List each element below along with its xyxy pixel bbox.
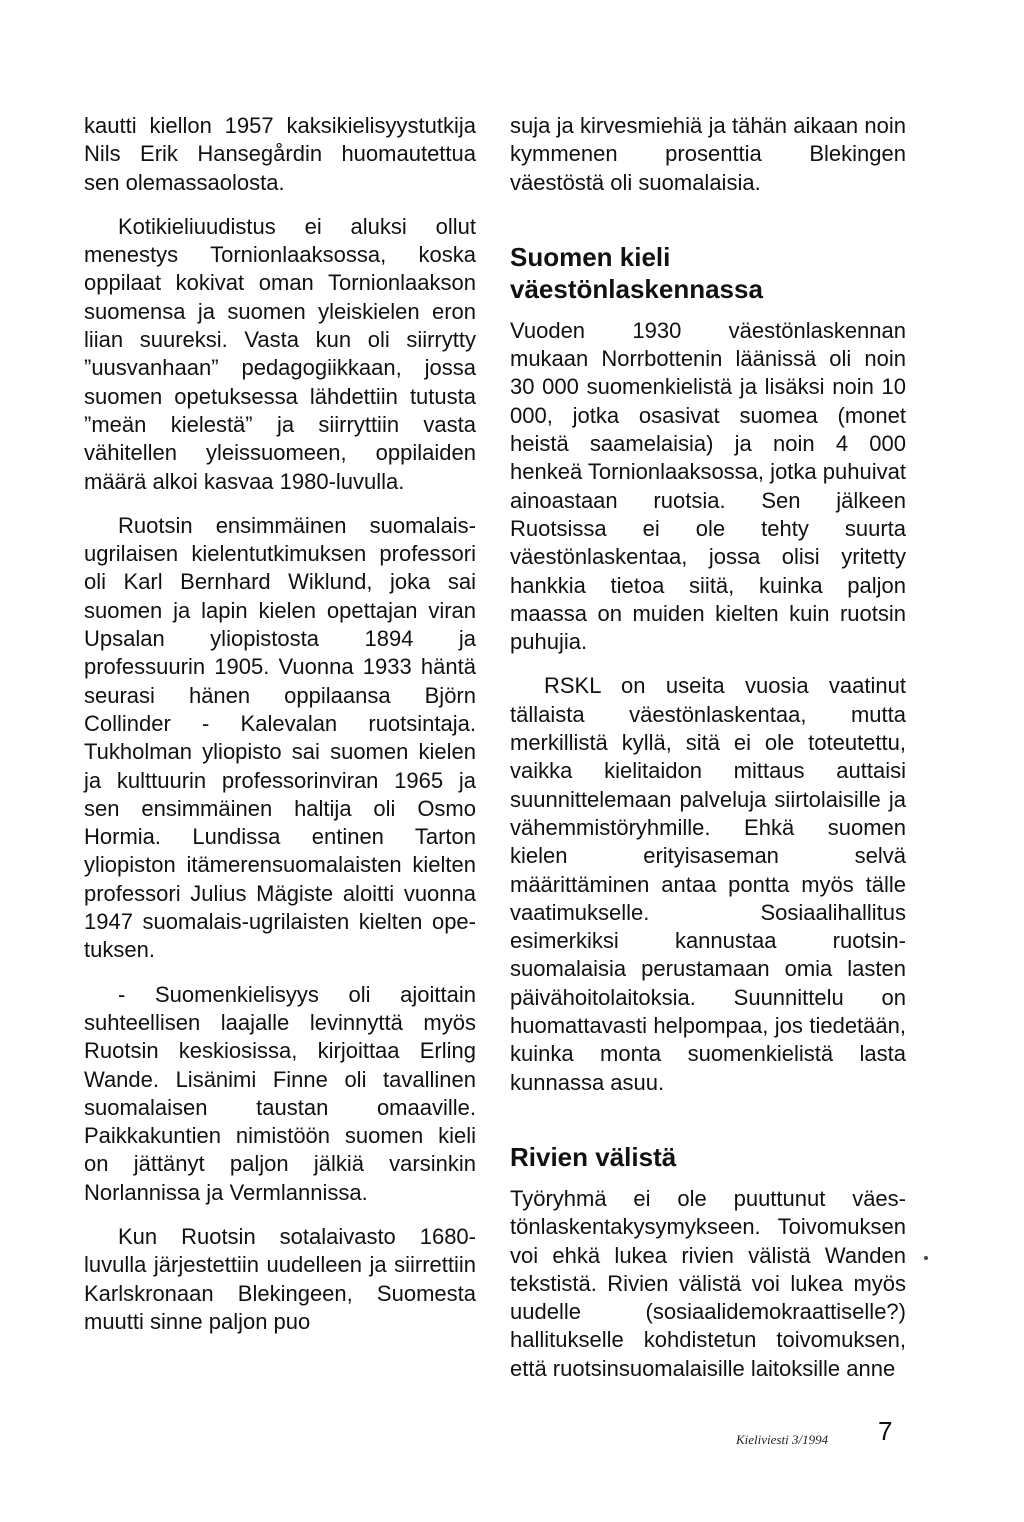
page-number: 7: [878, 1416, 893, 1446]
section-heading: Suomen kieli väestönlaskennassa: [510, 241, 763, 304]
paragraph: - Suomenkielisyys oli ajoittain suhteellisen laajalle levinnyttä myös Ruotsin keskiosissa, kirjoittaa Erling Wande. Lisänimi Finne oli tavallinen suomalaisen taustan omaaville. Paikkakuntien nimistöön suomen kieli on jättänyt paljon jälkiä varsinkin Norlannissa ja Vermlannissa.: [84, 981, 476, 1205]
paragraph: Kun Ruotsin sotalaivasto 1680-luvulla järjestettiin uudelleen ja siirrettiin Karlskronaan Blekingeen, Suomesta muutti sinne paljon puo: [84, 1223, 476, 1334]
paragraph: Ruotsin ensimmäinen suomalais-ugrilaisen kielentutkimuksen professori oli Karl Bernhard Wiklund, joka sai suomen ja lapin kielen opettajan viran Upsalan yliopistosta 1894 ja professuurin 1905. Vuonna 1933 häntä seurasi hänen oppilaansa Björn Collinder - Kalevalan ruotsintaja. Tukholman yliopisto sai suomen kielen ja kulttuurin professorinviran 1965 ja sen ensimmäinen haltija oli Osmo Hormia. Lundissa entinen Tarton yliopiston itämerensuomalaisten kielten professori Julius Mägiste aloitti vuonna 1947 suomalais-ugrilaisten kielten opetuksen.: [84, 512, 476, 963]
journal-footer: Kieliviesti 3/1994: [736, 1432, 829, 1447]
right-column: [510, 112, 906, 1399]
paragraph: RSKL on useita vuosia vaatinut tällaista väestönlaskentaa, mutta merkillistä kyllä, sitä ei ole toteutettu, vaikka kielitaidon mittaus auttaisi suunnittelemaan palveluja siirtolaisille ja vähemmistöryhmille. Ehkä suomen kielen erityisaseman selvä määrittäminen antaa pontta myös tälle vaatimukselle. Sosiaalihallitus esimerkiksi kannustaa ruotsinsuomalaisia perustamaan omia lasten päivähoitolaitoksia. Suunnittelu on huomattavasti helpompaa, jos tiedetään, kuinka monta suomenkielistä lasta kunnassa asuu.: [510, 673, 906, 1095]
paragraph: suja ja kirvesmiehiä ja tähän aikaan noin kymmenen prosenttia Blekingen väestöstä oli suomalaisia.: [510, 113, 906, 195]
paragraph: Työryhmä ei ole puuttunut väestönlaskentakysymykseen. Toivomuksen voi ehkä lukea rivien välistä Wanden tekstistä. Rivien välistä voi lukea myös uudelle (sosiaalidemokraattiselle?) hallitukselle kohdistetun toivomuksen, että ruotsinsuomalaisille laitoksille anne: [510, 1185, 906, 1381]
paragraph: kautti kiellon 1957 kaksikielisyystutkija Nils Erik Hansegårdin huomautettua sen olemassaolosta.: [84, 113, 476, 195]
left-column: [84, 112, 476, 1352]
paragraph: Kotikieliuudistus ei aluksi ollut menestys Tornionlaaksossa, koska oppilaat kokivat oman Tornionlaakson suomensa ja suomen yleiskielen eron liian suureksi. Vasta kun oli siirrytty ”uusvanhaan” pedagogiikkaan, jossa suomen opetuksessa lähdettiin tutusta ”meän kielestä” ja siirryttiin vasta vähitellen yleissuomeen, oppilaiden määrä alkoi kasvaa 1980-luvulla.: [84, 213, 476, 494]
paragraph: Vuoden 1930 väestönlaskennan mukaan Norrbottenin läänissä oli noin 30 000 suomenkielistä ja lisäksi noin 10 000, jotka osasivat suomea (monet heistä saamelaisia) ja noin 4 000 henkeä Tornionlaaksossa, jotka puhuivat ainoastaan ruotsia. Sen jälkeen Ruotsissa ei ole tehty suurta väestönlaskentaa, jossa olisi yritetty hankkia tietoa siitä, kuinka paljon maassa on muiden kielten kuin ruotsin puhujia.: [510, 317, 906, 655]
section-heading: Rivien välistä: [510, 1141, 677, 1172]
print-speck-icon: [924, 1256, 928, 1260]
